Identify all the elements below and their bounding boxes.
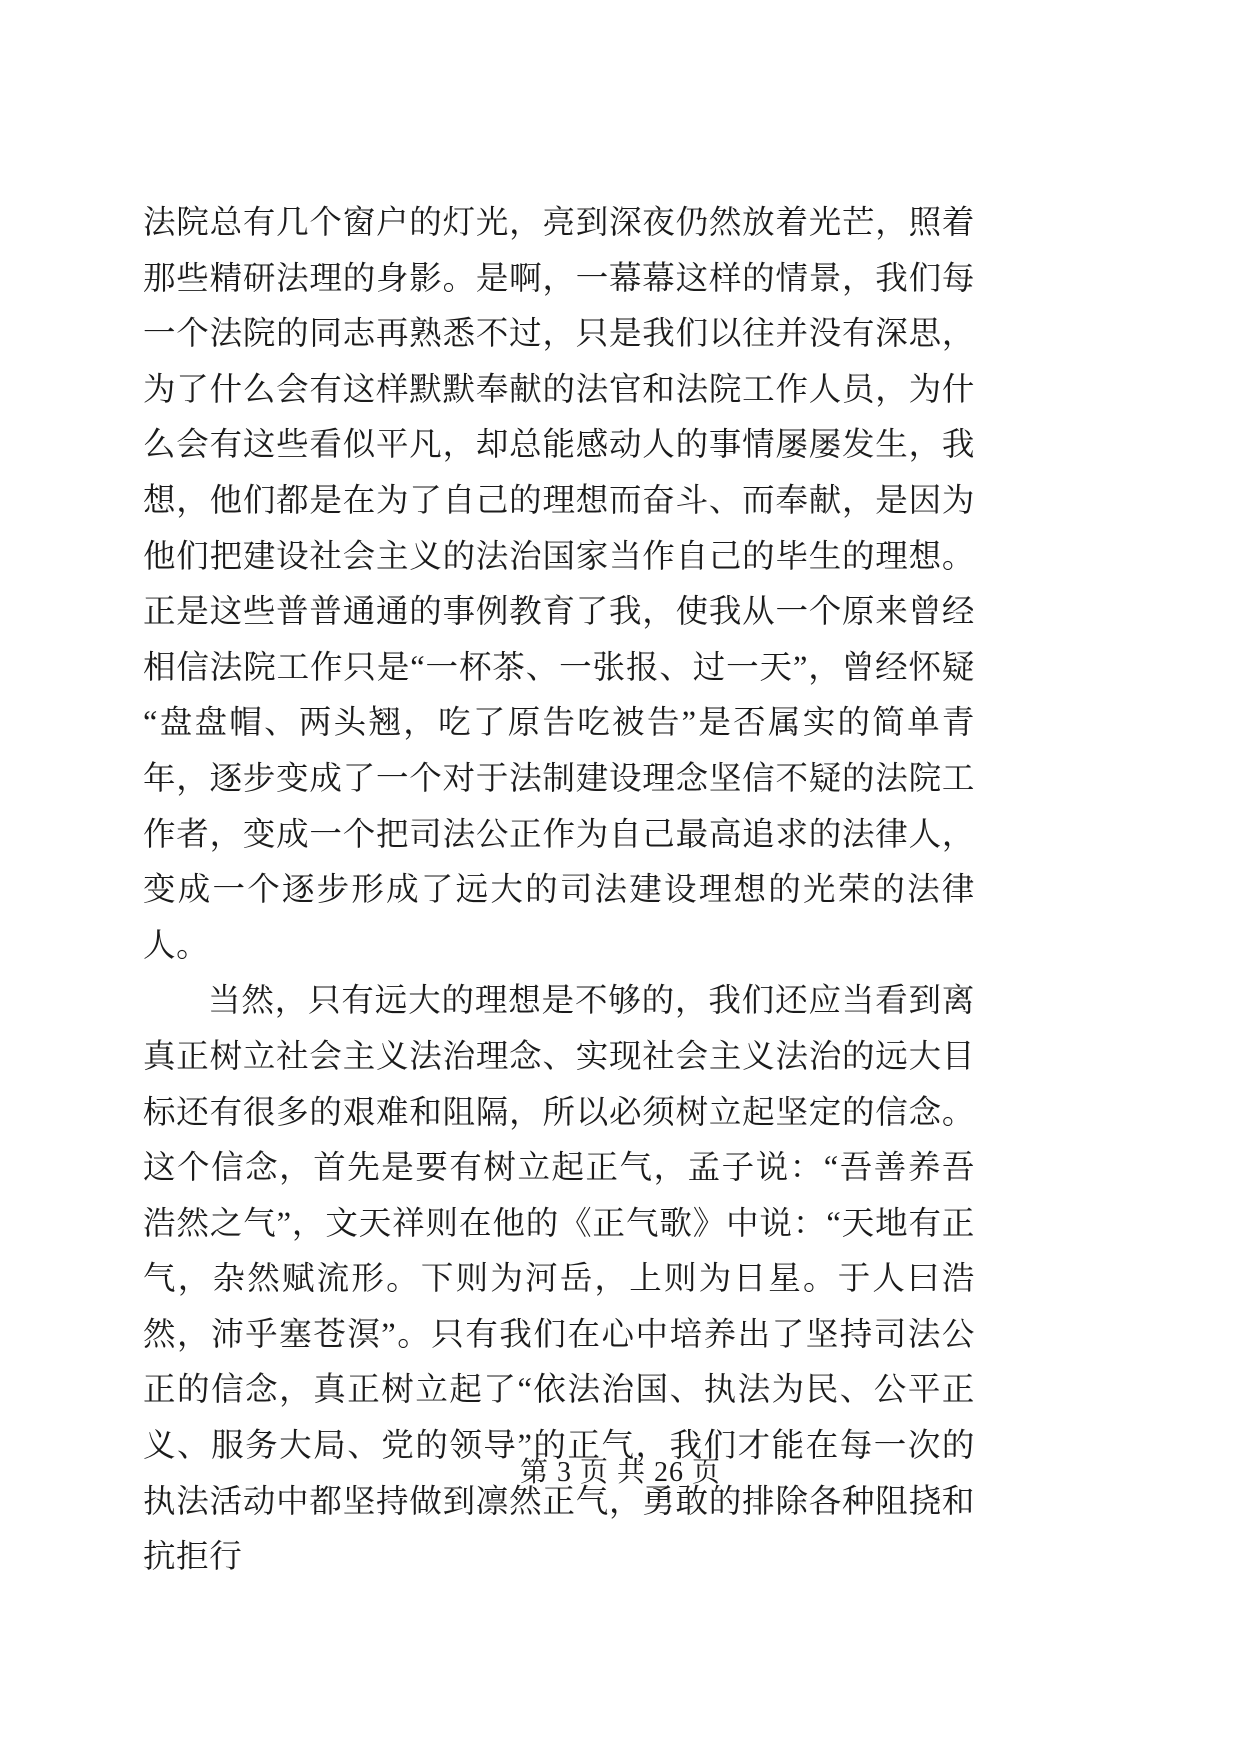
document-body [143, 196, 975, 1586]
paragraph-1: 法院总有几个窗户的灯光，亮到深夜仍然放着光芒，照着那些精研法理的身影。是啊，一幕幕这样的情景，我们每一个法院的同志再熟悉不过，只是我们以往并没有深思，为了什么会有这样默默奉献的法官和法院工作人员，为什么会有这些看似平凡，却总能感动人的事情屡屡发生，我想，他们都是在为了自己的理想而奋斗、而奉献，是因为他们把建设社会主义的法治国家当作自己的毕生的理想。正是这些普普通通的事例教育了我，使我从一个原来曾经相信法院工作只是“一杯茶、一张报、过一天”，曾经怀疑“盘盘帽、两头翘，吃了原告吃被告”是否属实的简单青年，逐步变成了一个对于法制建设理念坚信不疑的法院工作者，变成一个把司法公正作为自己最高追求的法律人，变成一个逐步形成了远大的司法建设理想的光荣的法律人。 [143, 205, 975, 964]
paragraph-2: 当然，只有远大的理想是不够的，我们还应当看到离真正树立社会主义法治理念、实现社会主义法治的远大目标还有很多的艰难和阻隔，所以必须树立起坚定的信念。这个信念，首先是要有树立起正气，孟子说：“吾善养吾浩然之气”，文天祥则在他的《正气歌》中说：“天地有正气，杂然赋流形。下则为河岳，上则为日星。于人曰浩然，沛乎塞苍溟”。只有我们在心中培养出了坚持司法公正的信念，真正树立起了“依法治国、执法为民、公平正义、服务大局、党的领导”的正气，我们才能在每一次的执法活动中都坚持做到凛然正气，勇敢的排除各种阻挠和抗拒行 [143, 983, 975, 1576]
page-footer: 第 3 页 共 26 页 [519, 1457, 721, 1488]
